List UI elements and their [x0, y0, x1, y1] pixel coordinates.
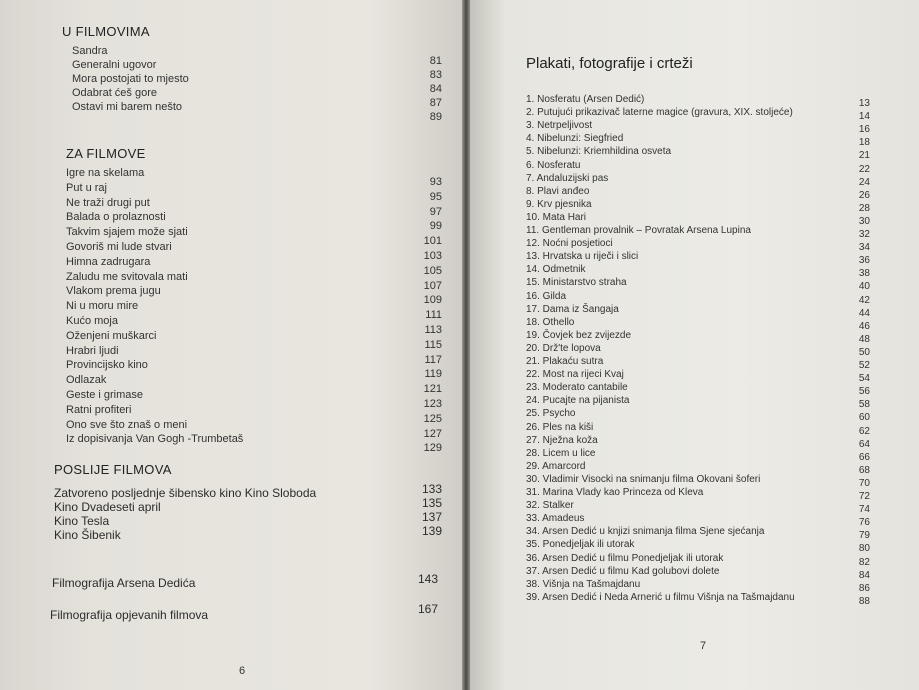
list-item: 7. Andaluzijski pas	[526, 172, 609, 184]
list-item-page: 26	[858, 189, 870, 201]
list-item: Ostavi mi barem nešto	[72, 101, 183, 113]
list-item-page: 86	[858, 582, 870, 594]
list-item-page: 70	[858, 477, 870, 489]
list-item-page: 113	[424, 324, 442, 336]
list-item-page: 82	[858, 556, 870, 568]
heading-poslije-filmova: POSLIJE FILMOVA	[54, 462, 172, 477]
list-item-page: 95	[429, 190, 442, 203]
list-item-page: 89	[429, 111, 442, 123]
list-item: 6. Nosferatu	[526, 159, 581, 171]
list-item-page: 64	[858, 438, 870, 450]
list-item: Ono sve što znaš o meni	[66, 418, 188, 431]
list-item-page: 40	[858, 281, 870, 293]
page-number-right: 7	[700, 640, 707, 652]
list-item: 8. Plavi anđeo	[526, 185, 590, 197]
list-item: 15. Ministarstvo straha	[526, 277, 627, 289]
list-item: Odabrat ćeš gore	[72, 87, 157, 99]
list-item-page: 72	[858, 491, 870, 502]
list-item: Sandra	[72, 45, 108, 57]
list-item: Oženjeni muškarci	[66, 329, 157, 342]
list-item-page: 127	[423, 427, 442, 440]
list-item: 27. Nježna koža	[526, 434, 598, 446]
list-item-page: 105	[423, 264, 442, 277]
list-item: Vlakom prema jugu	[66, 285, 161, 298]
list-item-page: 46	[858, 320, 870, 332]
list-item: 5. Nibelunzi: Kriemhildina osveta	[526, 146, 672, 158]
list-item: 30. Vladimir Visocki na snimanju filma Okovani šoferi	[526, 473, 761, 485]
list-item-page: 80	[858, 543, 870, 555]
list-item: 14. Odmetnik	[526, 264, 586, 276]
list-item: 28. Licem u lice	[526, 447, 596, 459]
list-item-page: 56	[858, 386, 870, 398]
list-item: 32. Stalker	[526, 500, 574, 512]
list-item-page: 133	[421, 482, 442, 496]
list-item: 2. Putujući prikazivač laterne magice (gravura, XIX. stoljeće)	[526, 107, 793, 119]
list-item: Kino Tesla	[54, 514, 110, 528]
list-item: 1. Nosferatu (Arsen Dedić)	[526, 94, 645, 105]
list-item-page: 66	[858, 451, 870, 463]
heading-u-filmovima: U FILMOVIMA	[62, 24, 150, 39]
list-item: 31. Marina Vlady kao Princeza od Kleva	[526, 487, 704, 498]
list-item: 13. Hrvatska u riječi i slici	[526, 251, 639, 263]
list-item-page: 28	[858, 202, 870, 214]
list-item-page: 88	[858, 595, 870, 607]
list-item-page: 84	[858, 569, 870, 581]
filmografija-opjevanih-label: Filmografija opjevanih filmova	[50, 608, 209, 622]
list-item: 23. Moderato cantabile	[526, 382, 628, 394]
list-item: 39. Arsen Dedić i Neda Arnerić u filmu Višnja na Tašmajdanu	[526, 591, 795, 603]
list-item-page: 103	[423, 250, 442, 262]
list-item: 24. Pucajte na pijanista	[526, 395, 630, 407]
list-item-page: 22	[858, 163, 870, 175]
list-item: 34. Arsen Dedić u knjizi snimanja filma Sjene sjećanja	[526, 526, 765, 538]
list-item: 25. Psycho	[526, 408, 576, 420]
list-item-page: 121	[423, 383, 442, 396]
list-item: 37. Arsen Dedić u filmu Kad golubovi dolete	[526, 565, 720, 577]
list-item-page: 21	[858, 150, 870, 162]
list-item-page: 42	[858, 294, 870, 306]
list-item-page: 123	[423, 398, 442, 410]
list-item-page: 50	[858, 346, 870, 358]
list-item: 35. Ponedjeljak ili utorak	[526, 539, 635, 551]
list-item: Zatvoreno posljednje šibensko kino Kino Sloboda	[54, 486, 317, 500]
list-item-page: 24	[858, 176, 870, 188]
list-item-page: 76	[858, 517, 870, 529]
list-item-page: 79	[858, 530, 870, 542]
list-item-page: 48	[858, 333, 870, 345]
list-item-page: 109	[423, 294, 442, 307]
list-item-page: 83	[429, 69, 442, 81]
list-item-page: 52	[858, 360, 870, 371]
list-item: 26. Ples na kiši	[526, 421, 594, 433]
list-item: Mora postojati to mjesto	[72, 73, 189, 85]
list-item: 36. Arsen Dedić u filmu Ponedjeljak ili utorak	[526, 552, 724, 564]
list-item-page: 137	[421, 510, 442, 524]
list-item-page: 99	[429, 220, 442, 233]
list-item: Ratni profiteri	[66, 403, 132, 416]
book-gutter	[462, 0, 470, 690]
list-item: Generalni ugovor	[72, 59, 157, 71]
list-item: 11. Gentleman provalnik – Povratak Arsena Lupina	[526, 225, 751, 236]
list-item-page: 125	[423, 412, 442, 425]
list-item: Provincijsko kino	[66, 359, 148, 372]
list-item-page: 129	[423, 442, 442, 455]
list-item: 17. Dama iz Šangaja	[526, 303, 619, 315]
right-page-title: Plakati, fotografije i crteži	[526, 55, 693, 72]
heading-za-filmove: ZA FILMOVE	[66, 146, 146, 161]
list-item: 10. Mata Hari	[526, 211, 587, 223]
list-item: 22. Most na rijeci Kvaj	[526, 369, 624, 381]
list-item: 12. Noćni posjetioci	[526, 238, 613, 250]
list-item: Odlazak	[66, 374, 107, 387]
filmografija-opjevanih-page: 167	[417, 602, 438, 616]
list-item-page: 84	[429, 83, 442, 95]
list-item-page: 115	[424, 338, 442, 351]
list-item: Himna zadrugara	[66, 255, 151, 268]
list-item: Igre na skelama	[66, 167, 145, 179]
list-item: Put u raj	[66, 181, 107, 194]
list-item-page: 81	[429, 55, 442, 67]
list-item: Balada o prolaznosti	[66, 211, 166, 224]
list-item: Ne traži drugi put	[66, 196, 150, 209]
list-item: 21. Plakaću sutra	[526, 356, 604, 367]
list-item: Govoriš mi lude stvari	[66, 241, 172, 253]
list-item: Kino Dvadeseti april	[54, 500, 161, 514]
list-item-page: 111	[425, 309, 442, 322]
list-item: 19. Čovjek bez zvijezde	[526, 329, 632, 341]
list-item-page: 58	[858, 399, 870, 411]
list-item: 38. Višnja na Tašmajdanu	[526, 578, 641, 590]
list-item-page: 74	[858, 504, 870, 516]
list-item-page: 87	[429, 97, 442, 109]
list-item-page: 68	[858, 464, 870, 476]
list-item-page: 97	[429, 205, 442, 218]
list-item-page: 14	[858, 111, 870, 123]
list-item-page: 38	[858, 268, 870, 280]
list-item-page: 36	[858, 255, 870, 267]
list-item-page: 93	[429, 176, 442, 188]
list-item-page: 60	[858, 412, 870, 424]
filmografija-arsena-label: Filmografija Arsena Dedića	[52, 576, 196, 590]
list-item-page: 16	[858, 124, 870, 136]
list-item-page: 44	[858, 307, 870, 319]
list-item: Kino Šibenik	[54, 528, 121, 542]
list-item: 16. Gilda	[526, 290, 567, 302]
list-item: 3. Netrpeljivost	[526, 120, 593, 132]
list-item: 18. Othello	[526, 316, 575, 328]
list-item: Iz dopisivanja Van Gogh -Trumbetaš	[66, 433, 244, 446]
list-item-page: 30	[858, 215, 870, 227]
list-item: Kućo moja	[66, 315, 118, 327]
list-item: Ni u moru mire	[66, 300, 139, 313]
list-item-page: 18	[858, 137, 870, 149]
list-item-page: 54	[858, 373, 870, 385]
list-item: 33. Amadeus	[526, 513, 585, 525]
list-item-page: 32	[858, 229, 870, 240]
list-item-page: 62	[858, 425, 870, 437]
filmografija-arsena-page: 143	[417, 572, 438, 586]
list-item: Zaludu me svitovala mati	[66, 270, 188, 283]
list-item-page: 13	[858, 98, 870, 109]
list-item: 9. Krv pjesnika	[526, 198, 592, 210]
list-item: Takvim sjajem može sjati	[66, 226, 188, 239]
page-number-left: 6	[239, 665, 246, 677]
list-item-page: 119	[424, 368, 442, 381]
list-item: Hrabri ljudi	[66, 344, 119, 357]
list-item-page: 139	[421, 524, 442, 538]
list-item-page: 117	[424, 353, 442, 366]
list-item-page: 107	[423, 279, 442, 292]
list-item: 29. Amarcord	[526, 460, 586, 472]
list-item: 4. Nibelunzi: Siegfried	[526, 133, 624, 145]
list-item-page: 101	[423, 235, 442, 248]
list-item-page: 135	[421, 496, 442, 510]
list-item: 20. Drž'te lopova	[526, 342, 601, 354]
list-item-page: 34	[858, 242, 870, 254]
right-page	[470, 0, 919, 690]
list-item: Geste i grimase	[66, 389, 144, 401]
